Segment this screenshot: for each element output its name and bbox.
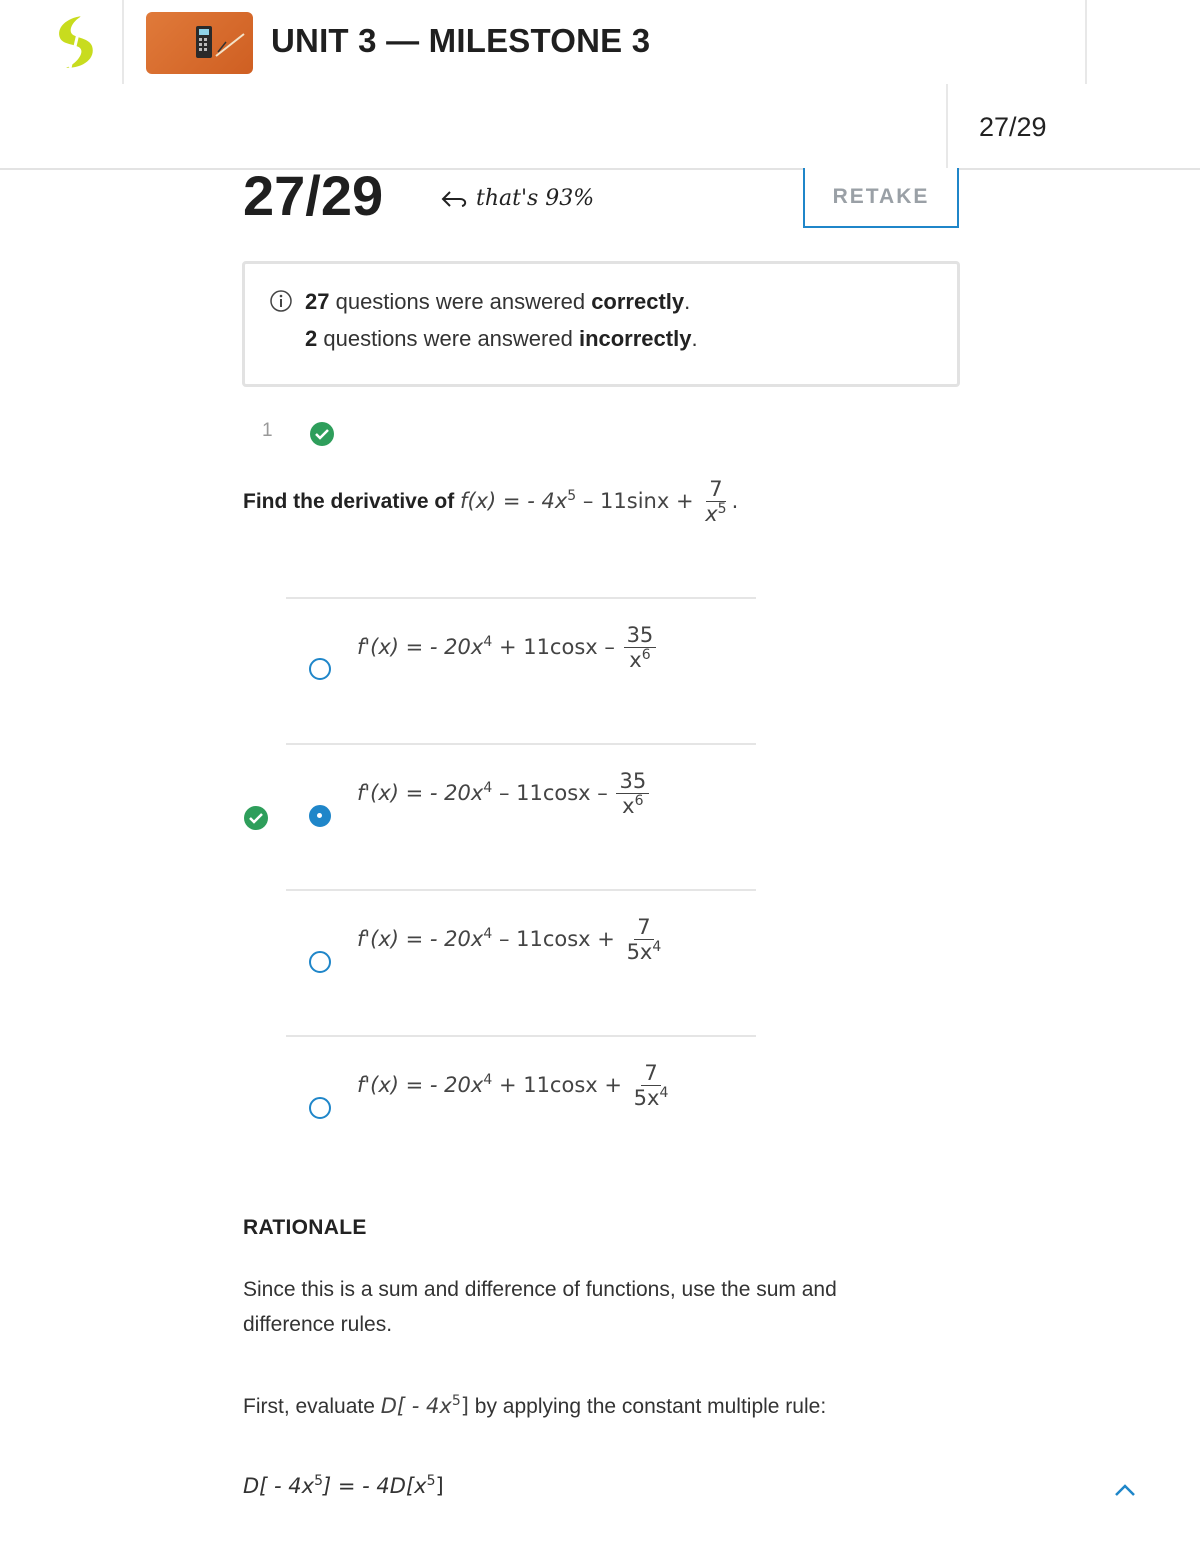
p3-exp1: 5 <box>314 1473 324 1489</box>
back-arrow-icon <box>440 188 470 210</box>
fx-denominator <box>702 502 729 526</box>
option-middle: + 11cosx + <box>498 1073 622 1098</box>
score-divider <box>946 84 948 168</box>
p3-c: ] <box>435 1474 444 1498</box>
radio-option-1[interactable] <box>309 658 331 680</box>
option-den-base: 5x <box>626 940 653 965</box>
option-den-base: x <box>629 648 642 673</box>
option-exponent: 4 <box>483 1072 493 1089</box>
option-exponent: 4 <box>483 926 493 943</box>
option-denominator <box>624 940 665 964</box>
p2-expr: D[ - 4x <box>380 1394 452 1418</box>
radio-option-3[interactable] <box>309 951 331 973</box>
rationale-heading: RATIONALE <box>243 1216 367 1239</box>
option-den-exponent: 4 <box>652 939 662 956</box>
header-score: 27/29 <box>979 112 1047 142</box>
answer-option-3[interactable] <box>309 912 759 1012</box>
correct-count: 27 <box>305 289 330 314</box>
fx-exponent: 5 <box>567 488 577 505</box>
p3-exp2: 5 <box>426 1473 436 1489</box>
calculator-icon <box>146 12 253 74</box>
option-middle: – 11cosx – <box>498 781 608 806</box>
fx-numerator: 7 <box>706 478 725 502</box>
score-value: 27/29 <box>243 164 384 227</box>
unit-title: UNIT 3 — MILESTONE 3 <box>271 22 651 59</box>
radio-option-4[interactable] <box>309 1097 331 1119</box>
radio-option-2[interactable] <box>309 805 331 827</box>
check-circle-icon <box>309 421 335 447</box>
option-divider <box>286 597 756 599</box>
option-lhs: f'(x) = - 20x <box>357 635 484 660</box>
summary-incorrect-word: incorrectly <box>578 326 692 351</box>
question-number: 1 <box>262 420 273 441</box>
summary-correct-word: correctly <box>591 289 685 314</box>
option-numerator: 7 <box>641 1062 660 1086</box>
results-summary <box>242 261 960 387</box>
option-divider <box>286 1035 756 1037</box>
incorrect-count: 2 <box>305 326 318 351</box>
top-header <box>0 0 1200 86</box>
header-divider <box>122 0 124 84</box>
option-2-math <box>357 770 651 818</box>
option-den-exponent: 4 <box>659 1085 669 1102</box>
question-text: Find the derivative of <box>243 490 455 514</box>
option-fraction <box>624 916 665 964</box>
summary-incorrect <box>305 326 698 352</box>
option-den-exponent: 6 <box>641 647 651 664</box>
header-divider-right <box>1085 0 1087 84</box>
p2-close: ] <box>460 1394 469 1418</box>
period: . <box>691 326 698 351</box>
fx-end: . <box>731 489 739 514</box>
answer-option-4[interactable] <box>309 1058 759 1158</box>
sophia-logo-icon[interactable] <box>52 14 100 70</box>
option-middle: + 11cosx – <box>498 635 615 660</box>
rationale-paragraph-1: Since this is a sum and difference of functions, use the sum and difference rules. <box>243 1278 837 1336</box>
option-denominator <box>631 1086 672 1110</box>
p3-b: ] = - 4D[x <box>323 1474 427 1498</box>
option-numerator: 35 <box>616 770 649 794</box>
question-function <box>460 477 739 527</box>
answer-option-2[interactable] <box>309 766 759 866</box>
fx-lhs: f(x) = - 4x <box>460 489 568 514</box>
option-fraction <box>616 770 649 818</box>
check-circle-icon <box>243 805 269 831</box>
option-exponent: 4 <box>483 634 493 651</box>
option-1-math <box>357 624 658 672</box>
p3-a: D[ - 4x <box>243 1474 315 1498</box>
option-3-math <box>357 916 666 964</box>
option-divider <box>286 889 756 891</box>
answer-option-1[interactable] <box>309 620 759 720</box>
unit-thumbnail <box>146 12 253 74</box>
option-middle: – 11cosx + <box>498 927 615 952</box>
rationale-equation <box>243 1464 923 1504</box>
fx-den-exponent: 5 <box>717 501 727 518</box>
option-lhs: f'(x) = - 20x <box>357 927 484 952</box>
summary-incorrect-text: questions were answered <box>317 326 579 351</box>
p2-post: by applying the constant multiple rule: <box>468 1395 827 1418</box>
score-percent-note <box>440 186 594 211</box>
option-4-math <box>357 1062 673 1110</box>
retake-button[interactable]: RETAKE <box>803 168 959 228</box>
p2-pre: First, evaluate <box>243 1395 381 1418</box>
option-numerator: 7 <box>634 916 653 940</box>
period: . <box>684 289 691 314</box>
option-den-base: x <box>622 794 635 819</box>
p2-expression <box>381 1394 469 1418</box>
fx-fraction <box>702 478 729 526</box>
rationale-paragraph-2 <box>243 1384 923 1424</box>
option-lhs: f'(x) = - 20x <box>357 781 484 806</box>
score-percent-text: that's 93% <box>476 186 595 211</box>
summary-correct-text: questions were answered <box>329 289 592 314</box>
option-denominator <box>619 794 646 818</box>
fx-middle: – 11sinx + <box>582 489 694 514</box>
p2-exp: 5 <box>451 1393 461 1409</box>
question-prompt <box>243 478 738 526</box>
option-denominator <box>626 648 653 672</box>
fx-den-base: x <box>705 502 718 527</box>
option-fraction <box>624 624 657 672</box>
option-fraction <box>631 1062 672 1110</box>
option-divider <box>286 743 756 745</box>
option-den-exponent: 6 <box>634 793 644 810</box>
option-exponent: 4 <box>483 780 493 797</box>
option-den-base: 5x <box>633 1086 660 1111</box>
option-lhs: f'(x) = - 20x <box>357 1073 484 1098</box>
info-icon <box>270 290 292 312</box>
chevron-up-icon[interactable] <box>1112 1480 1138 1500</box>
summary-correct <box>305 289 690 315</box>
option-numerator: 35 <box>624 624 657 648</box>
